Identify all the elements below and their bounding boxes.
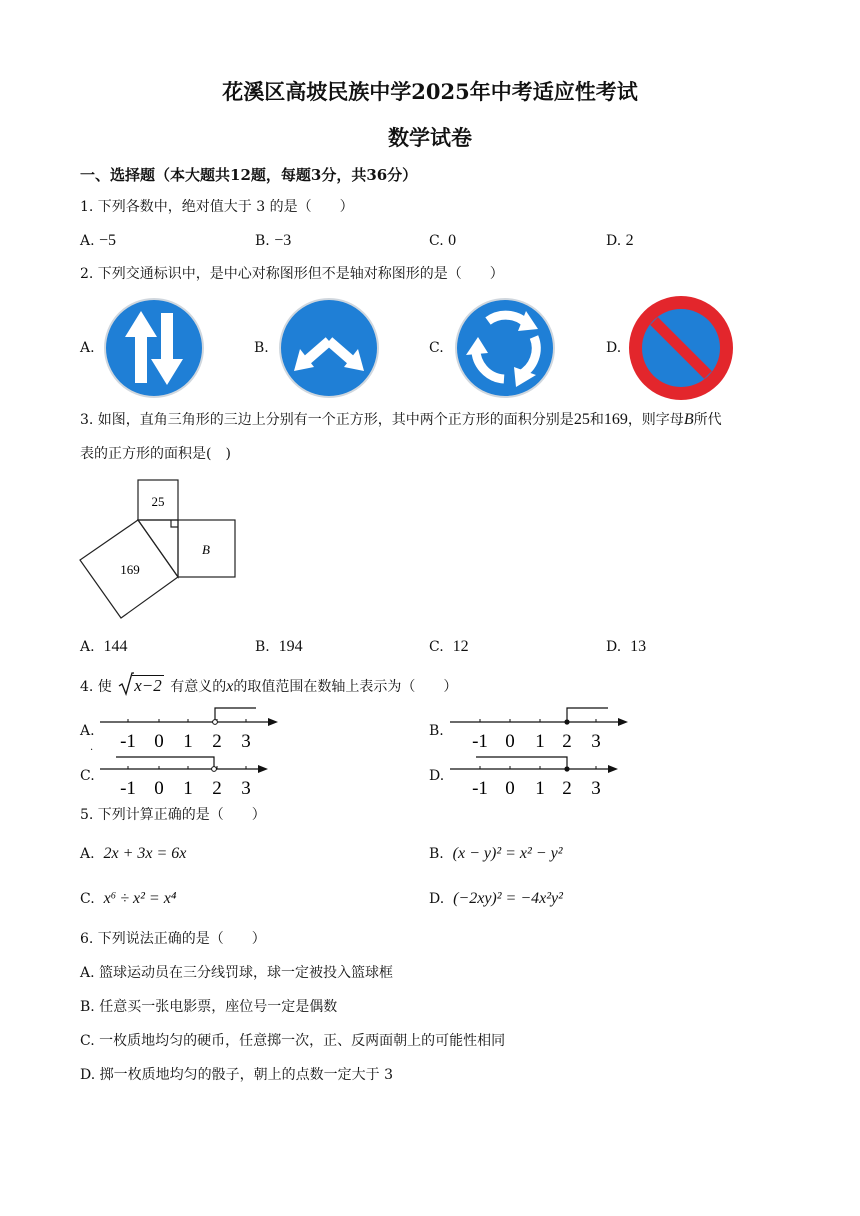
q6-option-a: A. 篮球运动员在三分线罚球，球一定被投入篮球框	[80, 965, 394, 981]
q1-stem: 1. 下列各数中，绝对值大于 3 的是（ ）	[80, 199, 354, 215]
tick-label: -1	[120, 731, 136, 752]
q2-label-d: D.	[606, 340, 622, 356]
tick-label: 3	[591, 731, 601, 752]
q4-sqrt: x−2	[118, 677, 164, 696]
section-heading: 一、选择题（本大题共12题，每题3分，共36分）	[80, 166, 418, 184]
tick-label: -1	[120, 778, 136, 799]
q5-option-d: D. (−2xy)² = −4x²y²	[429, 890, 563, 907]
q4-label-b: B.	[429, 723, 444, 739]
q6-option-c: C. 一枚质地均匀的硬币，任意掷一次，正、反两面朝上的可能性相同	[80, 1033, 506, 1049]
tick-label: 3	[241, 731, 251, 752]
q3-option-b: B. 194	[255, 638, 303, 655]
q1-option-a: A. −5	[80, 232, 117, 249]
tick-label: 1	[183, 731, 193, 752]
tick-label: 0	[154, 731, 164, 752]
q5-option-c: C. x⁶ ÷ x² = x⁴	[80, 890, 177, 907]
tick-label: 2	[212, 778, 222, 799]
q2-label-c: C.	[429, 340, 444, 356]
number-line-d	[446, 751, 636, 801]
q3-option-c: C. 12	[429, 638, 469, 655]
sign-b-split-arrows-icon	[276, 295, 382, 401]
q5-option-a: A. 2x + 3x = 6x	[80, 845, 187, 862]
sqrt-sign-icon	[118, 672, 134, 696]
exam-subtitle: 数学试卷	[388, 125, 472, 150]
q6-stem: 6. 下列说法正确的是（ ）	[80, 931, 266, 947]
q4-a-dot: .	[90, 742, 94, 753]
tick-label: -1	[472, 778, 488, 799]
sign-d-no-parking-icon	[628, 295, 734, 401]
sign-a-two-way-arrows-icon	[101, 295, 207, 401]
number-line-a	[96, 704, 286, 754]
tick-label: -1	[472, 731, 488, 752]
tick-label: 2	[212, 731, 222, 752]
q4-label-a: A.	[80, 723, 95, 739]
number-line-c	[96, 751, 286, 801]
sign-c-roundabout-icon	[452, 295, 558, 401]
tick-label: 1	[535, 778, 545, 799]
q2-stem: 2. 下列交通标识中，是中心对称图形但不是轴对称图形的是（ ）	[80, 266, 504, 282]
number-line-b	[446, 704, 636, 754]
q3-stem-line2: 表的正方形的面积是( )	[80, 446, 231, 462]
q3-label-small: 25	[151, 494, 165, 509]
q4-label-d: D.	[429, 768, 445, 784]
q3-pythagoras-figure	[76, 476, 246, 622]
tick-label: 3	[241, 778, 251, 799]
q6-option-b: B. 任意买一张电影票，座位号一定是偶数	[80, 999, 338, 1015]
q3-option-a: A. 144	[80, 638, 128, 655]
q1-option-c: C. 0	[429, 232, 457, 249]
tick-label: 0	[505, 731, 515, 752]
q1-option-b: B. −3	[255, 232, 292, 249]
q6-option-d: D. 掷一枚质地均匀的骰子，朝上的点数一定大于 3	[80, 1067, 393, 1083]
q5-option-b: B. (x − y)² = x² − y²	[429, 845, 563, 862]
tick-label: 2	[562, 778, 572, 799]
q3-stem-line1: 3. 如图，直角三角形的三边上分别有一个正方形，其中两个正方形的面积分别是25和169，则字母B所代	[80, 411, 722, 428]
q3-label-unknown: B	[202, 542, 210, 557]
q4-stem: 4. 使 x−2 有意义的x的取值范围在数轴上表示为（ ）	[80, 677, 457, 696]
q3-option-d: D. 13	[606, 638, 647, 655]
tick-label: 1	[535, 731, 545, 752]
q3-label-large: 169	[120, 562, 140, 577]
q5-stem: 5. 下列计算正确的是（ ）	[80, 807, 266, 823]
tick-label: 3	[591, 778, 601, 799]
q2-label-b: B.	[254, 340, 269, 356]
tick-label: 2	[562, 731, 572, 752]
exam-title: 花溪区高坡民族中学2025年中考适应性考试	[222, 79, 638, 104]
q4-label-c: C.	[80, 768, 95, 784]
tick-label: 0	[154, 778, 164, 799]
tick-label: 1	[183, 778, 193, 799]
tick-label: 0	[505, 778, 515, 799]
q1-option-d: D. 2	[606, 232, 634, 249]
q2-label-a: A.	[80, 340, 95, 356]
